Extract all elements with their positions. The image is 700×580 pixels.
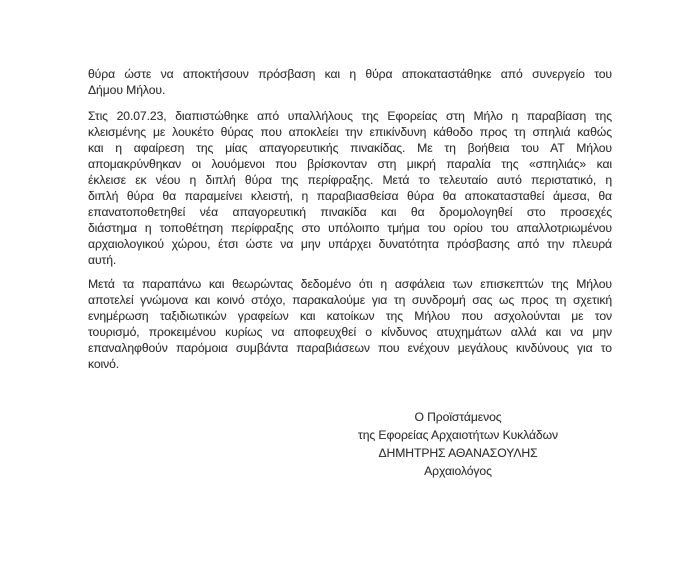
paragraph bbox=[88, 276, 612, 372]
text-line: αυτή. bbox=[88, 253, 117, 267]
signature-title: Ο Προϊστάμενος bbox=[414, 410, 502, 424]
text-line: έκλεισε εκ νέου η διπλή θύρα της περίφραξης. Μετά το τελευταίο αυτό περιστατικό, η bbox=[88, 173, 612, 187]
text-line: και η αφαίρεση της μίας απαγορευτικής πινακίδας. Με τη βοήθεια του ΑΤ Μήλου bbox=[88, 141, 612, 155]
signature-role: Αρχαιολόγος bbox=[424, 464, 492, 478]
text-line: τουρισμό, προκειμένου κυρίως να αποφευχθεί ο κίνδυνος ατυχημάτων αλλά και να μην bbox=[88, 325, 612, 339]
text-line: αποτελεί γνώμονα και κοινό στόχο, παρακαλούμε για τη συνδρομή σας ως προς τη σχετική bbox=[88, 293, 612, 307]
paragraph bbox=[88, 108, 612, 268]
letter-body bbox=[88, 66, 612, 480]
text-line: διπλή θύρα θα παραμείνει κλειστή, η παραβιασθείσα θύρα θα αποκατασταθεί άμεσα, θα bbox=[88, 189, 612, 203]
signature-block bbox=[308, 408, 608, 480]
text-line: επαναληφθούν παρόμοια συμβάντα παραβιάσεων που ενέχουν μεγάλους κινδύνους για το bbox=[88, 341, 612, 355]
text-line: θύρα ώστε να αποκτήσουν πρόσβαση και η θύρα αποκαταστάθηκε από συνεργείο του bbox=[88, 67, 612, 81]
text-line: κλεισμένης με λουκέτο θύρας που αποκλείει την επικίνδυνη κάθοδο προς τη σπηλιά καθώς bbox=[88, 125, 612, 139]
text-line: διάστημα η τοποθέτηση περίφραξης στο υπόλοιπο τμήμα του ορίου του απαλλοτριωμένου bbox=[88, 221, 612, 235]
text-line: κοινό. bbox=[88, 357, 120, 371]
text-line: ενημέρωση ταξιδιωτικών γραφείων και κατοίκων της Μήλου που ασχολούνται με τον bbox=[88, 309, 612, 323]
text-line: επανατοποθετηθεί νέα απαγορευτική πινακίδα και θα δρομολογηθεί στο προσεχές bbox=[88, 205, 612, 219]
text-line: Μετά τα παραπάνω και θεωρώντας δεδομένο ότι η ασφάλεια των επισκεπτών της Μήλου bbox=[88, 277, 612, 291]
text-line: αρχαιολογικού χώρου, έτσι ώστε να μην υπάρχει δυνατότητα πρόσβασης από την πλευρά bbox=[88, 237, 612, 251]
text-line: απομακρύνθηκαν οι λουόμενοι που βρίσκονταν στη μικρή παραλία της «σπηλιάς» και bbox=[88, 157, 612, 171]
text-line: Στις 20.07.23, διαπιστώθηκε από υπαλλήλους της Εφορείας στη Μήλο η παραβίαση της bbox=[88, 109, 612, 123]
signature-department: της Εφορείας Αρχαιοτήτων Κυκλάδων bbox=[357, 428, 559, 442]
signature-name: ΔΗΜΗΤΡΗΣ ΑΘΑΝΑΣΟΥΛΗΣ bbox=[378, 446, 538, 460]
paragraph bbox=[88, 66, 612, 98]
text-line: Δήμου Μήλου. bbox=[88, 83, 166, 97]
